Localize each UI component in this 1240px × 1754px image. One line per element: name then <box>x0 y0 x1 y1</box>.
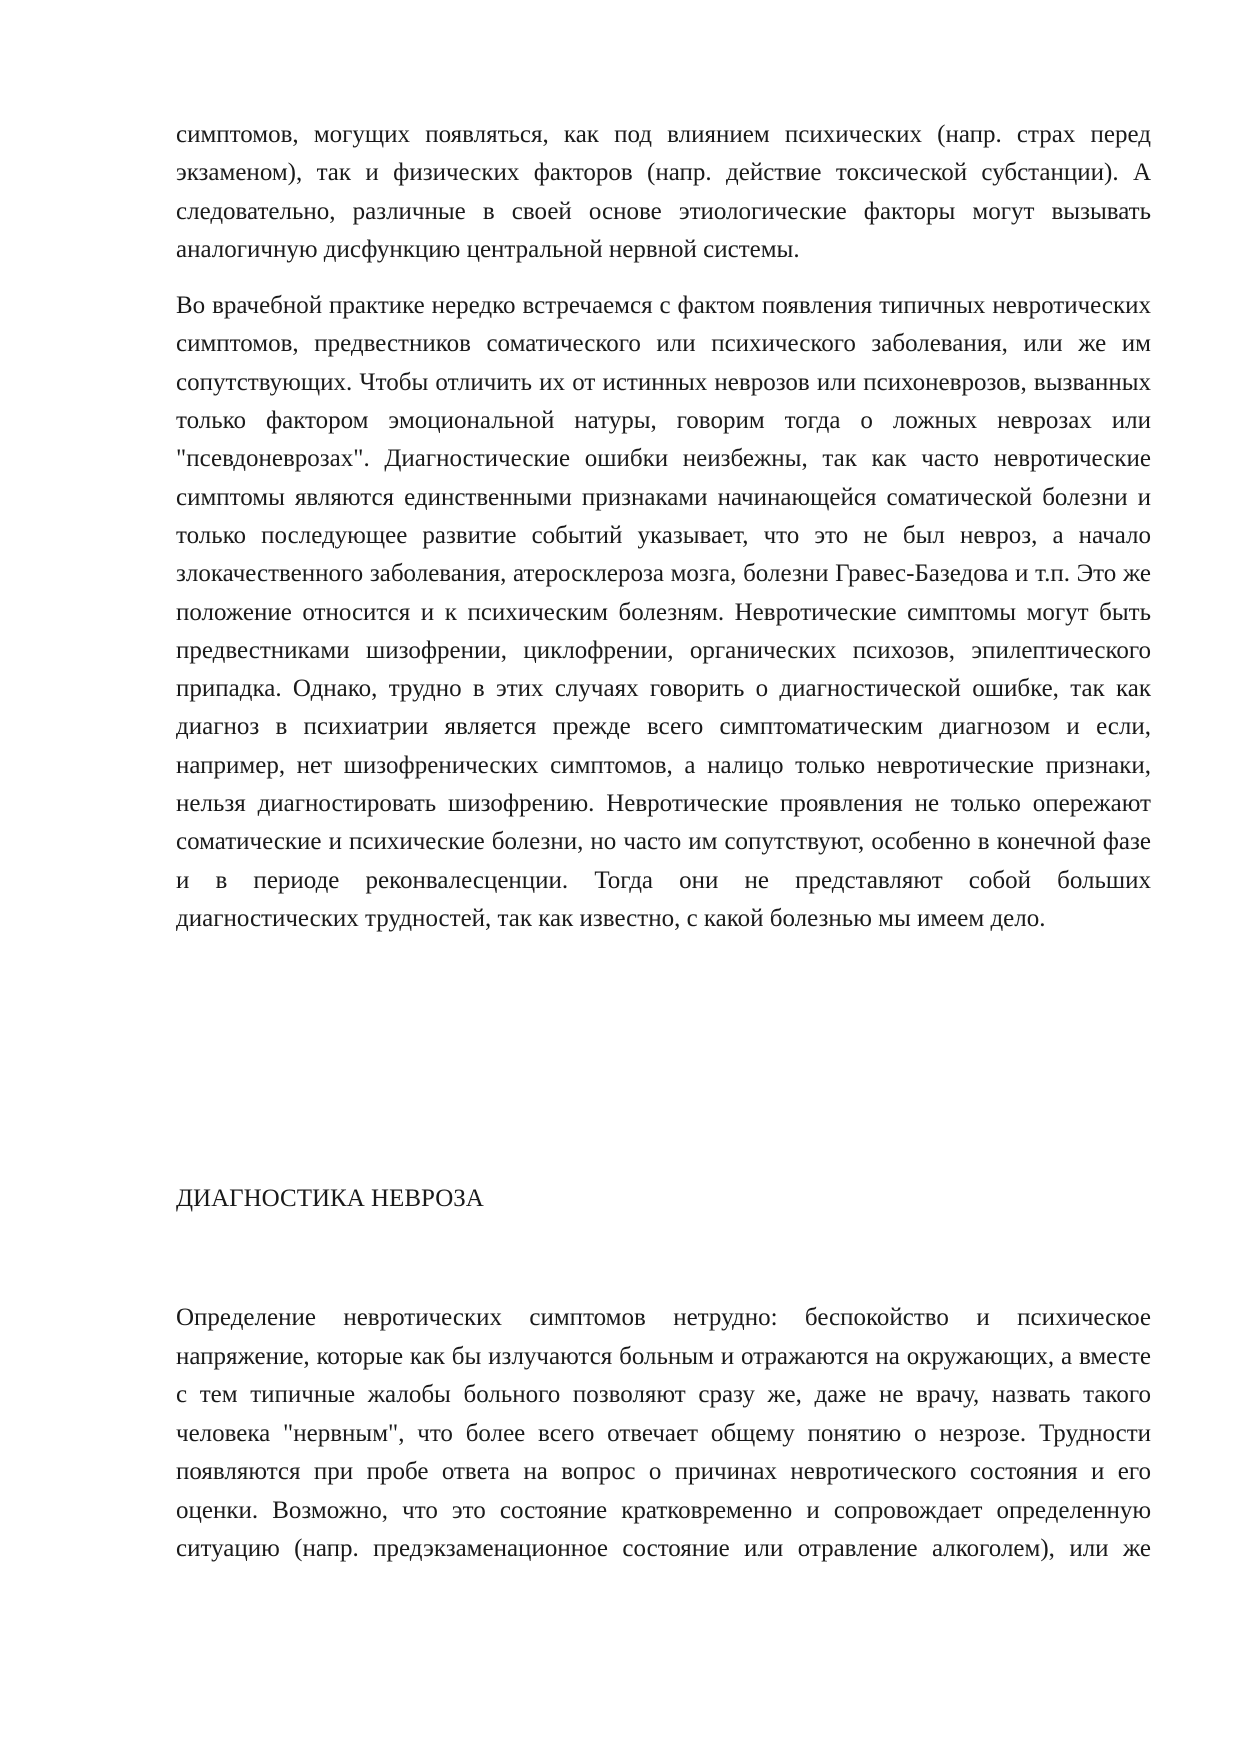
section-heading: ДИАГНОСТИКА НЕВРОЗА <box>176 1185 484 1212</box>
paragraph-pseudoneurosis: Во врачебной практике нередко встречаемся с фактом появления типичных невротических симптомов, предвестников соматического или психического заболевания, или же им сопутствующих. Чтобы отличить их от истинных неврозов или психоневрозов, вызванных только фактором эмоциональной натуры, говорим тогда о ложных неврозах или "псевдоневрозах". Диагностические ошибки неизбежны, так как часто невротические симптомы являются единственными признаками начинающейся соматической болезни и только последующее развитие событий указывает, что это не был невроз, а начало злокачественного заболевания, атеросклероза мозга, болезни Гравес-Базедова и т.п. Это же положение относится и к психическим болезням. Невротические симптомы могут быть предвестниками шизофрении, циклофрении, органических психозов, эпилептического припадка. Однако, трудно в этих случаях говорить о диагностической ошибке, так как диагноз в психиатрии является прежде всего симптоматическим диагнозом и если, например, нет шизофренических симптомов, а налицо только невротические признаки, нельзя диагностировать шизофрению. Невротические проявления не только опережают соматические и психические болезни, но часто им сопутствуют, особенно в конечной фазе и в периоде реконвалесценции. Тогда они не представляют собой больших диагностических трудностей, так как известно, с какой болезнью мы имеем дело. <box>176 292 1151 932</box>
paragraph-intro: симптомов, могущих появляться, как под влиянием психических (напр. страх перед экзаменом), так и физических факторов (напр. действие токсической субстанции). А следовательно, различные в своей основе этиологические факторы могут вызывать аналогичную дисфункцию центральной нервной системы. <box>176 121 1151 263</box>
document-body <box>176 116 1151 938</box>
paragraph-diagnosis: Определение невротических симптомов нетрудно: беспокойство и психическое напряжение, которые как бы излучаются больным и отражаются на окружающих, а вместе с тем типичные жалобы больного позволяют сразу же, даже не врачу, назвать такого человека "нервным", что более всего отвечает общему понятию о незрозе. Трудности появляются при пробе ответа на вопрос о причинах невротического состояния и его оценки. Возможно, что это состояние кратковременно и сопровождает определенную ситуацию (напр. предэкзаменационное состояние или отравление алкоголем), или же <box>176 1304 1151 1562</box>
